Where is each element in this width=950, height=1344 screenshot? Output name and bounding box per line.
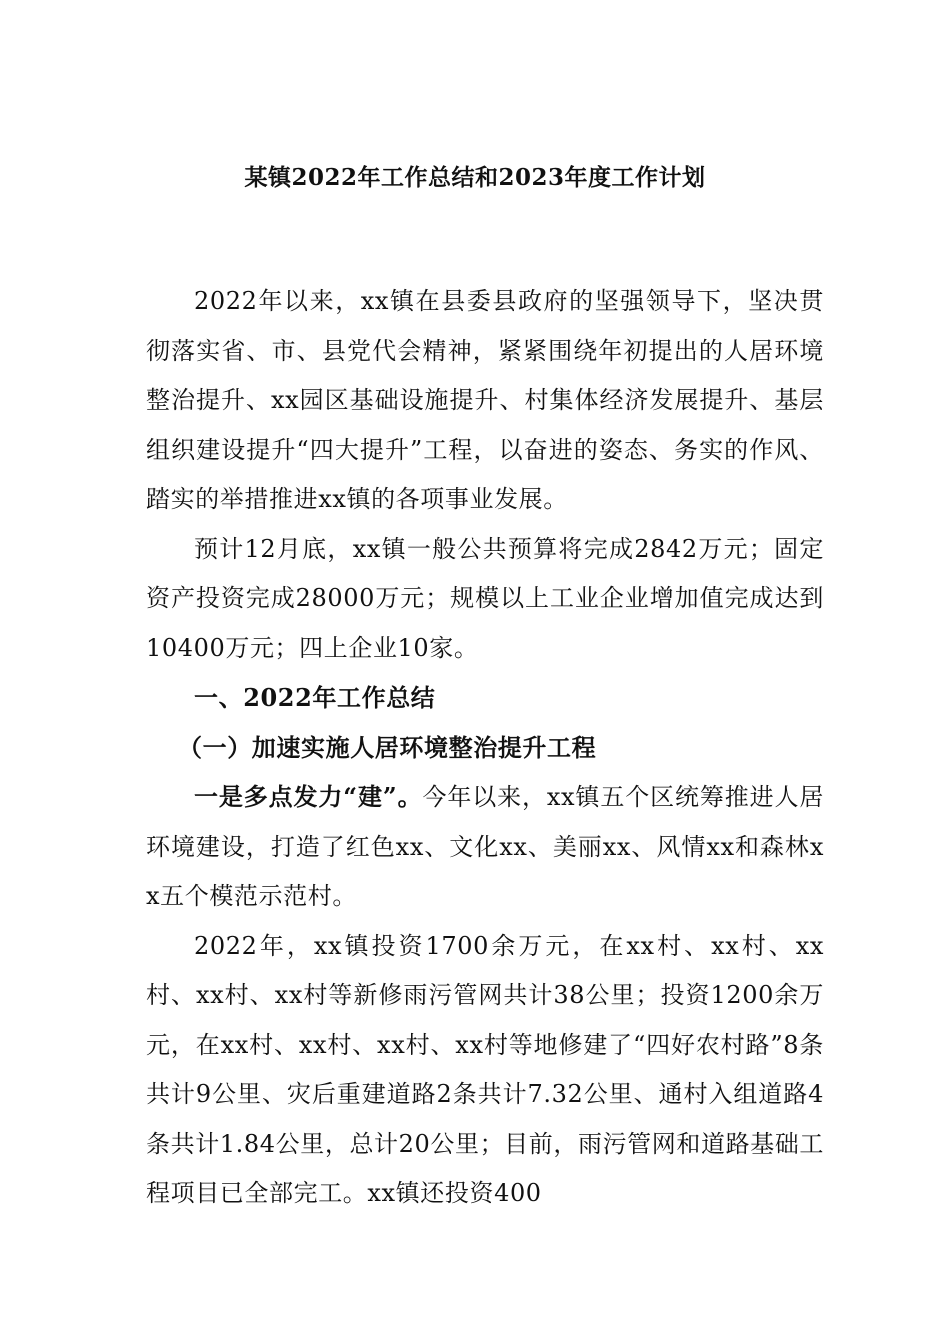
- document-title: 某镇2022年工作总结和2023年度工作计划: [244, 164, 706, 191]
- document-body: [146, 277, 824, 1219]
- intro-paragraph: 2022年以来，xx镇在县委县政府的坚强领导下，坚决贯彻落实省、市、县党代会精神，紧紧围绕年初提出的人居环境整治提升、xx园区基础设施提升、村集体经济发展提升、基层组织建设提升“四大提升”工程，以奋进的姿态、务实的作风、踏实的举措推进xx镇的各项事业发展。: [146, 287, 824, 513]
- subsection-heading-environment: （一）加速实施人居环境整治提升工程: [178, 732, 597, 762]
- forecast-paragraph: 预计12月底，xx镇一般公共预算将完成2842万元；固定资产投资完成28000万元；规模以上工业企业增加值完成达到10400万元；四上企业10家。: [146, 534, 824, 662]
- point-one-paragraph: [146, 772, 824, 922]
- point-one-lead: 一是多点发力“建”。: [194, 782, 423, 811]
- section-heading-work-summary: 一、2022年工作总结: [194, 683, 436, 712]
- point-one-text: 今年以来，xx镇五个区统筹推进人居环境建设，打造了红色xx、文化xx、美丽xx、风情xx和森林xx五个模范示范村。: [146, 783, 824, 910]
- investment-paragraph: 2022年，xx镇投资1700余万元，在xx村、xx村、xx村、xx村、xx村等新修雨污管网共计38公里；投资1200余万元，在xx村、xx村、xx村、xx村等地修建了“四好农村路”8条共计9公里、灾后重建道路2条共计7.32公里、通村入组道路4条共计1.84公里，总计20公里；目前，雨污管网和道路基础工程项目已全部完工。xx镇还投资400: [146, 931, 824, 1207]
